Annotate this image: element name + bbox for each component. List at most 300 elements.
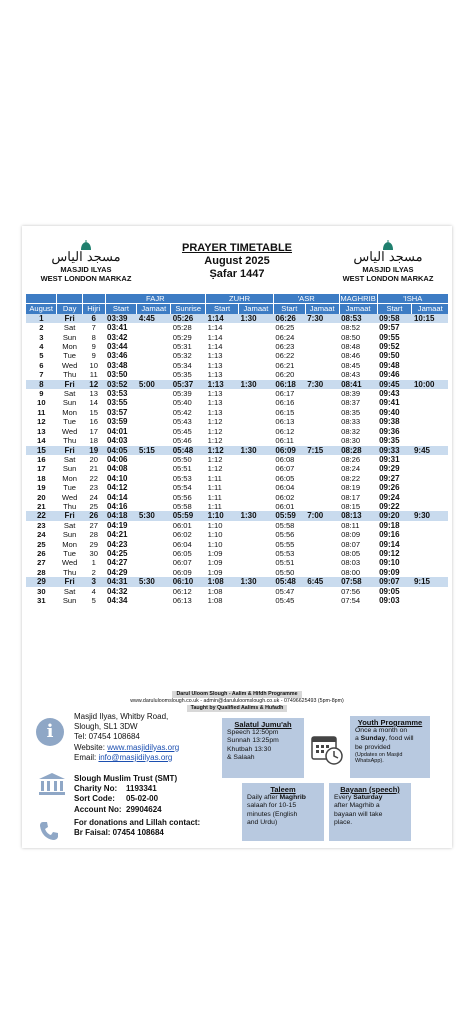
table-cell: 06:02 [172, 530, 192, 540]
bayaan-line: after Magrhib a [334, 802, 380, 810]
table-cell: 06:10 [171, 577, 206, 586]
table-row [26, 493, 448, 502]
table-cell: Tue [63, 417, 77, 427]
table-cell: 05:37 [171, 380, 206, 389]
table-cell [412, 483, 448, 492]
table-cell: 05:55 [275, 539, 295, 549]
bayaan-text: Every [334, 794, 354, 802]
sort-code-row [74, 794, 177, 804]
table-cell: 04:29 [107, 567, 128, 577]
table-cell: 5:30 [137, 511, 171, 520]
table-row [26, 361, 448, 370]
table-cell [239, 351, 274, 360]
group-asr: 'ASR [273, 294, 339, 304]
table-cell: Wed [61, 492, 78, 502]
table-cell: 1:11 [207, 473, 222, 483]
table-row [26, 568, 448, 577]
table-cell [305, 549, 339, 558]
table-cell: 06:05 [172, 548, 192, 558]
table-cell: 06:13 [275, 417, 295, 427]
prayer-group-header [26, 294, 448, 304]
table-cell: Sat [63, 520, 76, 530]
table-cell [137, 502, 171, 511]
banner-title: Darul Uloom Slough - Aalim & Hifdh Programme [172, 691, 301, 698]
table-cell: 1:09 [207, 558, 223, 568]
table-cell: 04:31 [105, 577, 137, 586]
table-cell: Sat [63, 586, 76, 596]
table-cell [239, 342, 274, 351]
table-cell: 08:09 [341, 530, 361, 540]
table-cell: 18 [89, 436, 98, 446]
mosque-dome-icon [381, 240, 395, 250]
table-cell: 08:43 [341, 370, 361, 380]
table-cell: 03:42 [107, 332, 128, 342]
table-cell: 06:07 [275, 464, 295, 474]
table-cell: 08:28 [339, 446, 377, 455]
charity-label: Charity No: [74, 784, 118, 794]
table-row [26, 587, 448, 596]
table-cell: 08:22 [341, 473, 361, 483]
table-cell: 06:08 [275, 454, 295, 464]
table-cell: 8 [91, 332, 96, 342]
address-line-1: Masjid Ilyas, Whitby Road, [74, 712, 169, 721]
table-row [26, 502, 448, 511]
table-cell: Fri [57, 446, 83, 455]
table-cell: 5:15 [137, 446, 171, 455]
table-cell: Sat [63, 454, 76, 464]
table-cell: 4 [91, 586, 96, 596]
table-cell: 6:45 [305, 577, 339, 586]
table-cell [305, 455, 339, 464]
table-cell: 7:00 [305, 511, 339, 520]
table-row [26, 436, 448, 445]
col-header: Start [377, 304, 412, 314]
table-cell: 14 [89, 398, 98, 408]
table-cell: 14 [37, 436, 46, 446]
table-cell [137, 474, 171, 483]
table-cell: 2 [91, 567, 96, 577]
table-cell: Sun [62, 596, 77, 605]
table-row [26, 549, 448, 558]
table-cell: 03:46 [107, 351, 128, 361]
jumuah-line: Khutbah 13:30 [227, 745, 272, 753]
table-cell: 23 [37, 520, 46, 530]
table-cell: 25 [37, 539, 46, 549]
table-cell: 21 [37, 501, 46, 511]
table-cell [305, 530, 339, 539]
youth-programme-box [350, 716, 430, 778]
table-cell: 1:13 [207, 389, 223, 399]
logo-arabic-text: مسجد الياس [353, 250, 423, 265]
table-cell: 04:12 [107, 483, 128, 493]
table-cell: 05:50 [275, 567, 295, 577]
table-cell: 07:54 [341, 596, 361, 605]
table-cell [239, 398, 274, 407]
table-cell: 7:30 [305, 314, 339, 323]
table-cell: 03:53 [107, 389, 128, 399]
table-cell: 04:10 [107, 473, 128, 483]
table-cell: 09:03 [379, 596, 400, 605]
table-cell [305, 587, 339, 596]
bayaan-box [329, 783, 411, 841]
table-cell: 28 [89, 530, 98, 540]
table-cell [305, 558, 339, 567]
table-cell: 05:56 [275, 530, 295, 540]
table-cell: 05:45 [275, 596, 295, 605]
bank-icon [38, 772, 66, 796]
table-cell: 09:18 [379, 520, 400, 530]
table-cell: Tue [63, 351, 77, 361]
telephone: Tel: 07454 108684 [74, 732, 140, 742]
table-cell: 04:32 [107, 586, 128, 596]
account-row [74, 805, 177, 815]
col-header: Jamaat [339, 304, 377, 314]
table-cell [412, 342, 448, 351]
table-cell: 05:53 [275, 548, 295, 558]
table-cell [137, 558, 171, 567]
table-cell: 24 [37, 530, 46, 540]
table-cell: 9:30 [412, 511, 448, 520]
table-cell [239, 483, 274, 492]
table-cell [305, 361, 339, 370]
table-cell: 1:12 [207, 454, 223, 464]
jumuah-title: Salatul Jumu'ah [234, 720, 292, 729]
youth-day: Sunday [360, 735, 386, 743]
table-cell: 1 [26, 314, 57, 323]
table-cell: 20 [37, 492, 46, 502]
table-cell [305, 389, 339, 398]
table-cell: 16 [37, 454, 46, 464]
table-row [26, 323, 448, 332]
email-label: Email: [74, 752, 99, 762]
table-cell [412, 370, 448, 379]
table-cell: 04:05 [105, 446, 137, 455]
table-row [26, 483, 448, 492]
table-cell: 10 [89, 360, 98, 370]
col-header: Start [206, 304, 239, 314]
table-cell [412, 398, 448, 407]
table-row [26, 342, 448, 351]
table-cell: 1:14 [206, 314, 239, 323]
table-cell [412, 530, 448, 539]
col-header: Day [57, 304, 83, 314]
table-cell: 05:47 [275, 586, 295, 596]
table-row [26, 417, 448, 426]
table-cell: 05:28 [172, 323, 192, 333]
table-cell: 09:36 [379, 426, 400, 436]
table-cell: 08:19 [341, 483, 361, 493]
table-row [26, 398, 448, 407]
table-cell: Sat [63, 323, 76, 333]
table-cell: 06:05 [275, 473, 295, 483]
table-cell [137, 587, 171, 596]
table-cell: 1:08 [207, 586, 223, 596]
table-cell: 26 [82, 511, 105, 520]
table-cell [305, 427, 339, 436]
table-cell [137, 455, 171, 464]
table-cell: 1:13 [206, 380, 239, 389]
table-cell: 06:01 [275, 501, 295, 511]
table-cell: 27 [89, 520, 98, 530]
table-cell: 05:50 [172, 454, 192, 464]
youth-text: , food will [385, 735, 414, 743]
table-cell: 1:12 [207, 464, 223, 474]
table-cell [412, 493, 448, 502]
table-cell: 09:05 [379, 586, 400, 596]
charity-row [74, 784, 177, 794]
table-cell [412, 558, 448, 567]
table-cell [412, 502, 448, 511]
col-header: Start [105, 304, 137, 314]
table-cell [412, 436, 448, 445]
table-cell [412, 333, 448, 342]
table-cell [137, 333, 171, 342]
col-header: Jamaat [305, 304, 339, 314]
table-cell [239, 455, 274, 464]
table-cell: 03:41 [107, 323, 128, 333]
table-cell: 09:12 [379, 548, 400, 558]
table-cell: 1:30 [239, 511, 274, 520]
table-cell: 08:05 [341, 548, 361, 558]
table-cell: 06:15 [275, 407, 295, 417]
banner-contact: www.darululoomslough.co.uk - admin@darululoomslough.co.uk - 07496625493 (5pm-8pm) [130, 698, 344, 704]
table-cell: 04:21 [107, 530, 128, 540]
table-cell: 08:24 [341, 464, 361, 474]
table-cell: 1:10 [207, 539, 223, 549]
table-cell [305, 596, 339, 605]
table-cell: 06:12 [275, 426, 295, 436]
table-cell: 06:22 [275, 351, 295, 361]
bayaan-line: bayaan will take [334, 810, 383, 818]
prayer-timetable [26, 294, 448, 605]
table-row [26, 446, 448, 455]
youth-title: Youth Programme [357, 718, 423, 727]
table-cell: 15 [89, 407, 98, 417]
table-cell: 08:00 [341, 567, 361, 577]
table-cell: 9 [91, 351, 96, 361]
group-fajr: FAJR [105, 294, 206, 304]
table-row [26, 577, 448, 586]
table-cell: 06:20 [275, 370, 295, 380]
table-cell: 09:35 [379, 436, 400, 446]
website-row [74, 743, 179, 753]
table-cell [305, 521, 339, 530]
table-cell [239, 427, 274, 436]
table-cell: 05:32 [172, 351, 192, 361]
table-cell [239, 558, 274, 567]
taleem-line: salaah for 10-15 [247, 802, 297, 810]
table-cell: 1:08 [207, 596, 223, 605]
table-cell: 22 [26, 511, 57, 520]
table-cell: 05:56 [172, 492, 192, 502]
table-row [26, 351, 448, 360]
col-header: Jamaat [239, 304, 274, 314]
table-cell: 06:13 [172, 596, 192, 605]
table-cell: 06:25 [275, 323, 295, 333]
table-cell: 05:58 [172, 501, 192, 511]
table-row [26, 389, 448, 398]
table-cell: 13 [37, 426, 46, 436]
table-cell [239, 549, 274, 558]
table-cell: 05:59 [273, 511, 305, 520]
table-cell: 05:39 [172, 389, 192, 399]
group-zuhr: ZUHR [206, 294, 274, 304]
taleem-line: minutes (English [247, 810, 298, 818]
table-cell: 1:12 [207, 436, 223, 446]
page-title: PRAYER TIMETABLE [181, 242, 292, 254]
table-cell [239, 389, 274, 398]
masjid-logo-right [328, 240, 448, 283]
table-cell [412, 361, 448, 370]
jumuah-box [222, 718, 304, 778]
group-maghrib: MAGHRIB [340, 294, 376, 303]
table-cell: 1:12 [206, 446, 239, 455]
table-cell: 5 [91, 596, 96, 605]
table-cell: 16 [89, 417, 98, 427]
table-cell: 7:30 [305, 380, 339, 389]
table-cell: 08:53 [339, 314, 377, 323]
table-cell: 1:10 [207, 530, 223, 540]
title-block [152, 242, 322, 281]
table-cell [239, 502, 274, 511]
table-cell: 09:22 [379, 501, 400, 511]
table-cell [412, 408, 448, 417]
table-cell [239, 361, 274, 370]
table-cell: 08:50 [341, 332, 361, 342]
table-cell: 9:45 [412, 446, 448, 455]
table-cell: Tue [63, 548, 77, 558]
table-cell: 05:31 [172, 342, 192, 352]
table-row [26, 333, 448, 342]
table-cell [305, 417, 339, 426]
table-cell: 19 [82, 446, 105, 455]
darul-uloom-banner [22, 691, 452, 712]
table-cell [305, 483, 339, 492]
bayaan-line: place. [334, 818, 353, 826]
table-cell: 04:06 [107, 454, 128, 464]
table-cell: 09:16 [379, 530, 400, 540]
table-cell: 03:48 [107, 360, 128, 370]
trust-name: Slough Muslim Trust (SMT) [74, 774, 178, 783]
table-cell: 09:50 [379, 351, 400, 361]
table-cell: 6 [39, 360, 44, 370]
table-cell: 7 [39, 370, 44, 380]
table-cell: 05:40 [172, 398, 192, 408]
table-cell: 10:00 [412, 380, 448, 389]
table-row [26, 474, 448, 483]
table-cell [137, 389, 171, 398]
table-cell: 5:30 [137, 577, 171, 586]
table-cell: 1:30 [239, 314, 274, 323]
table-cell: 06:18 [273, 380, 305, 389]
info-icon: i [36, 718, 64, 746]
table-cell: 17 [89, 426, 98, 436]
hijri-month-title: Ṣafar 1447 [209, 268, 265, 280]
table-cell: 04:16 [107, 501, 128, 511]
youth-line: Once a month on [355, 727, 408, 735]
table-cell: 06:12 [172, 586, 192, 596]
table-cell [305, 323, 339, 332]
table-cell: 05:43 [172, 417, 192, 427]
table-cell: 06:02 [275, 492, 295, 502]
table-cell: 08:07 [341, 539, 361, 549]
table-cell: 1:14 [207, 332, 223, 342]
table-cell: 06:07 [172, 558, 192, 568]
table-cell: 11 [89, 370, 98, 380]
table-cell [239, 436, 274, 445]
table-cell: 2 [39, 323, 44, 333]
table-cell: 25 [89, 501, 98, 511]
table-cell [239, 323, 274, 332]
timetable-header [22, 226, 452, 294]
table-cell [305, 408, 339, 417]
table-cell: Fri [57, 577, 83, 586]
table-cell: Sun [62, 530, 77, 540]
table-cell [137, 342, 171, 351]
table-row [26, 511, 448, 520]
donation-line-2: Br Faisal: 07454 108684 [74, 828, 164, 838]
table-cell: Sun [62, 464, 77, 474]
masjid-logo-left [26, 240, 146, 283]
bayaan-line [334, 794, 406, 802]
table-cell: Sun [62, 332, 77, 342]
table-cell: 09:46 [379, 370, 400, 380]
account-number: 29904624 [126, 804, 162, 814]
sort-code-label: Sort Code: [74, 794, 115, 804]
table-cell: 06:23 [275, 342, 295, 352]
youth-line [355, 735, 425, 743]
logo-arabic-text: مسجد الياس [51, 250, 121, 265]
table-cell: 04:23 [107, 539, 128, 549]
table-cell: 1 [91, 558, 96, 568]
table-cell: Sat [63, 389, 76, 399]
table-cell: 08:32 [341, 426, 361, 436]
table-cell: 04:34 [107, 596, 128, 605]
table-cell [305, 333, 339, 342]
table-cell [239, 568, 274, 577]
table-cell: 09:29 [379, 464, 400, 474]
table-cell [137, 464, 171, 473]
email-link[interactable]: info@masjidilyas.org [98, 752, 173, 762]
table-cell: 12 [37, 417, 46, 427]
table-row [26, 530, 448, 539]
table-cell: 9 [39, 389, 44, 399]
table-cell [412, 417, 448, 426]
table-cell: 05:29 [172, 332, 192, 342]
table-cell [137, 351, 171, 360]
jumuah-line: Sunnah 13:25pm [227, 737, 279, 745]
table-cell: 1:14 [207, 342, 223, 352]
col-header: Jamaat [137, 304, 171, 314]
table-cell: 05:48 [273, 577, 305, 586]
table-cell [305, 398, 339, 407]
sort-code: 05-02-00 [126, 794, 159, 804]
phone-icon [38, 820, 60, 842]
taleem-title: Taleem [270, 785, 296, 794]
logo-subtitle: WEST LONDON MARKAZ [40, 274, 132, 283]
table-cell: 9 [91, 342, 96, 352]
table-cell: 3 [39, 332, 44, 342]
table-cell: 06:17 [275, 389, 295, 399]
website-label: Website: [74, 742, 108, 752]
table-cell: 04:27 [107, 558, 128, 568]
table-cell: 19 [37, 483, 46, 493]
website-link[interactable]: www.masjidilyas.org [107, 742, 180, 752]
table-cell: 1:13 [207, 398, 223, 408]
table-cell: 13 [89, 389, 98, 399]
col-header: Sunrise [171, 304, 206, 314]
youth-text: a [355, 735, 361, 743]
